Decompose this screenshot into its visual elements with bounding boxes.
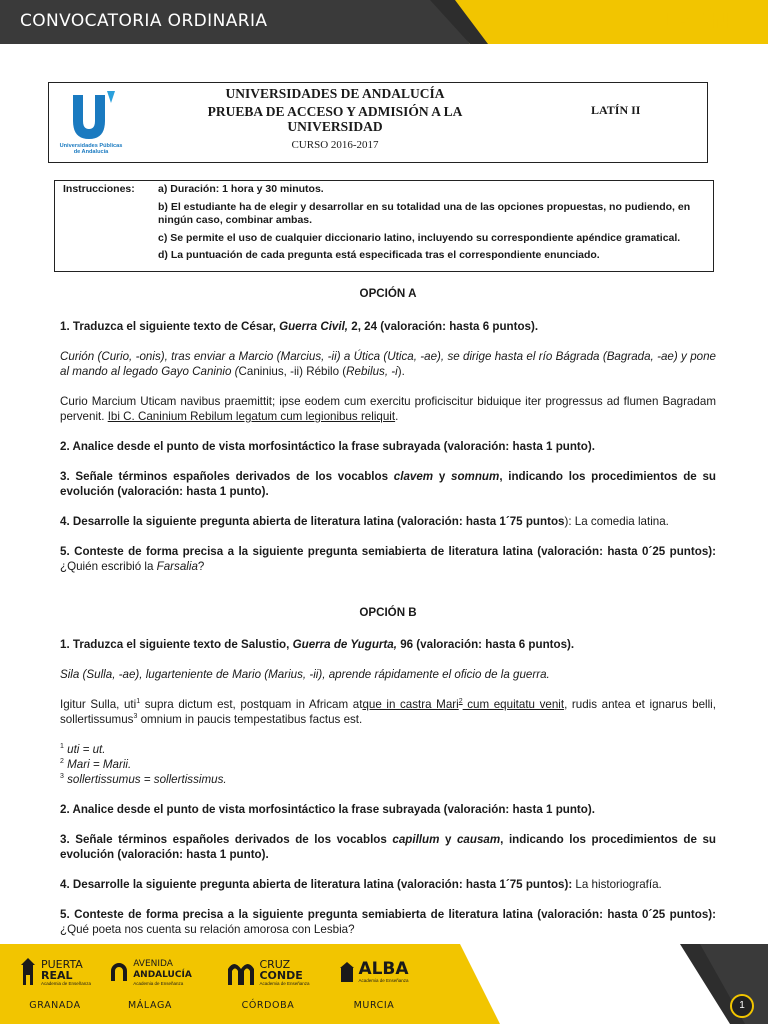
option-a-question-1: 1. Traduzca el siguiente texto de César, Guerra Civil, 2, 24 (valoración: hasta 6 puntos). [60, 320, 539, 333]
exam-content [60, 286, 716, 937]
option-a-question-4: 4. Desarrolle la siguiente pregunta abierta de literatura latina (valoración: hasta 1´75 puntos): La comedia latina. [60, 515, 669, 528]
footnote: $^2$ Mari = Marii. [60, 758, 132, 771]
footer-city: GRANADA [29, 1000, 81, 1011]
instructions-label: Instrucciones: [63, 183, 135, 195]
universities-heading: UNIVERSIDADES DE ANDALUCÍA [225, 86, 445, 101]
top-banner [0, 0, 768, 44]
subject-title: LATÍN II [661, 9, 752, 33]
logo-text-line1: Universidades Públicas [59, 143, 123, 149]
footer-academy-cordoba [218, 954, 318, 1011]
option-a-question-3: 3. Señale términos españoles derivados de los vocablos clavem y somnum, indicando los procedimientos de su evolución (valoración: hasta 1 punto). [60, 470, 717, 498]
option-a-question-2: 2. Analice desde el punto de vista morfosintáctico la frase subrayada (valoración: hasta 1 punto). [60, 440, 595, 453]
footnotes [60, 742, 716, 787]
course-year: CURSO 2016-2017 [291, 139, 379, 151]
footer-academy-murcia [324, 954, 424, 1011]
tower-icon: PUERTA REAL Academia de Enseñanza [5, 954, 105, 990]
option-b-latin-text: Igitur Sulla, uti$^1$ supra dictum est, postquam in Africam atque in castra Mari$^2$ cum equitatu venit, rudis antea et ignarus belli, sollertissumus$^3$ omnium in paucis tempestatibus factus est. [60, 698, 716, 726]
option-b-context: Sila (Sulla, -ae), lugarteniente de Mario (Marius, -ii), aprende rápidamente el oficio de la guerra. [60, 668, 550, 681]
page-number: 1 [730, 994, 754, 1018]
option-a-question-5: 5. Conteste de forma precisa a la siguiente pregunta semiabierta de literatura latina (valoración: hasta 0´25 puntos): ¿Quién escribió la Farsalia? [60, 545, 716, 573]
instruction-item: b) El estudiante ha de elegir y desarrollar en su totalidad una de las opciones propuestas, no pudiendo, en ningún caso, combinar ambas. [158, 200, 691, 226]
option-b-question-3: 3. Señale términos españoles derivados de los vocablos capillum y causam, indicando los procedimientos de su evolución (valoración: hasta 1 punto). [60, 833, 717, 861]
option-a-title: OPCIÓN A [359, 287, 417, 300]
footer-city: CÓRDOBA [241, 1000, 295, 1011]
horseshoe-icon: AVENIDA ANDALUCÍA Academia de Enseñanza [100, 954, 200, 990]
cathedral-icon: ALBA Academia de Enseñanza [324, 954, 424, 990]
footer-academy-granada [5, 954, 105, 1011]
exam-session-title: CONVOCATORIA ORDINARIA [20, 11, 268, 31]
instruction-item: d) La puntuación de cada pregunta está especificada tras el correspondiente enunciado. [158, 249, 600, 261]
exam-header [48, 82, 708, 163]
option-a-context: Curión (Curio, -onis), tras enviar a Marcio (Marcius, -ii) a Útica (Utica, -ae), se dirige hasta el río Bágrada (Bagrada, -ae) y pone al mando al legado Gayo Caninio (Caninius, -ii) Rébilo (Rebilus, -i). [60, 350, 716, 378]
underlined-sentence: que in castra Mari [362, 698, 459, 711]
instruction-item: c) Se permite el uso de cualquier diccionario latino, incluyendo su correspondiente apéndice gramatical. [158, 231, 681, 244]
option-b-question-5: 5. Conteste de forma precisa a la siguiente pregunta semiabierta de literatura latina (valoración: hasta 0´25 puntos): ¿Qué poeta nos cuenta su relación amorosa con Lesbia? [60, 908, 716, 936]
footnote: $^3$ sollertissumus = sollertissimus. [60, 773, 227, 786]
footer-city: MURCIA [353, 1000, 395, 1011]
option-a-latin-text: Curio Marcium Uticam navibus praemittit; ipse eodem cum exercitu proficiscitur biduique iter progressus ad flumen Bagradam pervenit. Ibi C. Caninium Rebilum legatum cum legionibus reliquit. [60, 395, 716, 423]
header-subject: LATÍN II [591, 103, 641, 117]
logo-text-line2: de Andalucía [73, 149, 109, 155]
universities-logo [57, 87, 121, 161]
instruction-item: a) Duración: 1 hora y 30 minutos. [158, 183, 324, 195]
option-b-question-4: 4. Desarrolle la siguiente pregunta abierta de literatura latina (valoración: hasta 1´75 puntos): La historiografía. [60, 878, 662, 891]
mosque-arch-icon: CRUZ CONDE Academia de Enseñanza [218, 954, 318, 990]
option-b-title: OPCIÓN B [359, 606, 417, 619]
footer-city: MÁLAGA [128, 1000, 172, 1011]
exam-name-heading: PRUEBA DE ACCESO Y ADMISIÓN A LA UNIVERSIDAD [207, 104, 463, 134]
underlined-sentence: Ibi C. Caninium Rebilum legatum cum legionibus reliquit [107, 410, 396, 423]
footer-academy-malaga [100, 954, 200, 1011]
instructions-box [54, 180, 714, 272]
option-b-question-1: 1. Traduzca el siguiente texto de Salustio, Guerra de Yugurta, 96 (valoración: hasta 6 puntos). [60, 638, 575, 651]
u-logo-icon [57, 87, 121, 143]
option-b-question-2: 2. Analice desde el punto de vista morfosintáctico la frase subrayada (valoración: hasta 1 punto). [60, 803, 595, 816]
footer-banner [0, 944, 768, 1024]
underlined-sentence: cum equitatu venit [462, 698, 565, 711]
footnote: $^1$ uti = ut. [60, 743, 106, 756]
